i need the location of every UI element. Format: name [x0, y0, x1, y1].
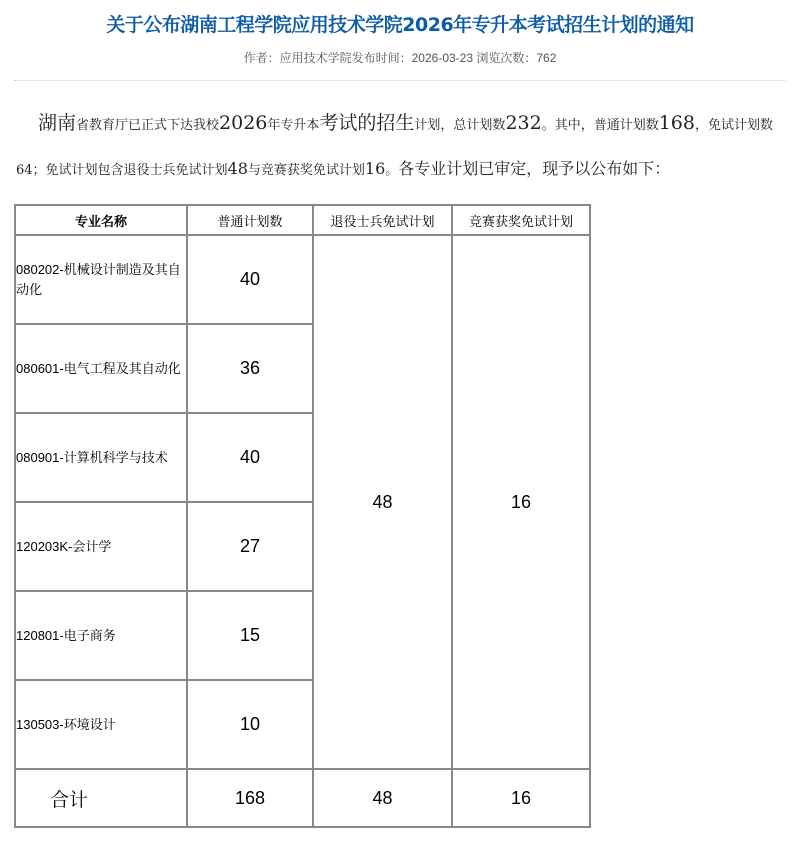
header-major: 专业名称: [15, 205, 187, 235]
text-segment: 年专升本: [267, 118, 320, 133]
table-total-row: [15, 769, 590, 827]
competition-count-merged: 16: [452, 235, 590, 769]
text-segment: 2026: [219, 112, 268, 134]
header-regular: 普通计划数: [187, 205, 313, 235]
text-segment: 16: [364, 159, 386, 178]
text-segment: 与竞赛获奖免试计划: [247, 163, 365, 178]
major-name: 120203K-会计学: [15, 502, 187, 591]
text-segment: 考试的招生: [319, 112, 415, 134]
header-competition: 竞赛获奖免试计划: [452, 205, 590, 235]
regular-count: 15: [187, 591, 313, 680]
article-title: 关于公布湖南工程学院应用技术学院2026年专升本考试招生计划的通知: [106, 14, 694, 36]
text-segment: 48: [227, 159, 248, 178]
major-name: 120801-电子商务: [15, 591, 187, 680]
regular-count: 10: [187, 680, 313, 769]
divider: [14, 80, 786, 81]
total-label: 合计: [15, 769, 187, 827]
table-row: [15, 235, 590, 324]
total-competition: 16: [452, 769, 590, 827]
table-header-row: [15, 205, 590, 235]
enrollment-plan-table: [14, 204, 591, 828]
header-veteran: 退役士兵免试计划: [313, 205, 452, 235]
text-segment: 计划，总计划数: [414, 118, 506, 133]
major-name: 080202-机械设计制造及其自动化: [15, 235, 187, 324]
regular-count: 27: [187, 502, 313, 591]
regular-count: 40: [187, 235, 313, 324]
text-segment: 。其中，普通计划数: [541, 118, 659, 133]
total-regular: 168: [187, 769, 313, 827]
text-segment: 168: [658, 112, 695, 134]
major-name: 080901-计算机科学与技术: [15, 413, 187, 502]
text-segment: 。: [385, 163, 399, 178]
major-name: 130503-环境设计: [15, 680, 187, 769]
text-segment: 232: [505, 112, 542, 134]
text-segment: 各专业计划已审定，现予以公布如下：: [398, 159, 671, 178]
regular-count: 36: [187, 324, 313, 413]
text-segment: ，免试计划数64；免试计划包含退役士兵免试计划: [16, 118, 773, 178]
regular-count: 40: [187, 413, 313, 502]
major-name: 080601-电气工程及其自动化: [15, 324, 187, 413]
total-veteran: 48: [313, 769, 452, 827]
text-segment: 省教育厅已正式下达我校: [76, 118, 220, 133]
intro-paragraph: [16, 102, 796, 192]
text-segment: 湖南: [38, 112, 77, 134]
article-meta: 作者：应用技术学院发布时间：2026-03-23 浏览次数：762: [243, 51, 557, 65]
veteran-count-merged: 48: [313, 235, 452, 769]
